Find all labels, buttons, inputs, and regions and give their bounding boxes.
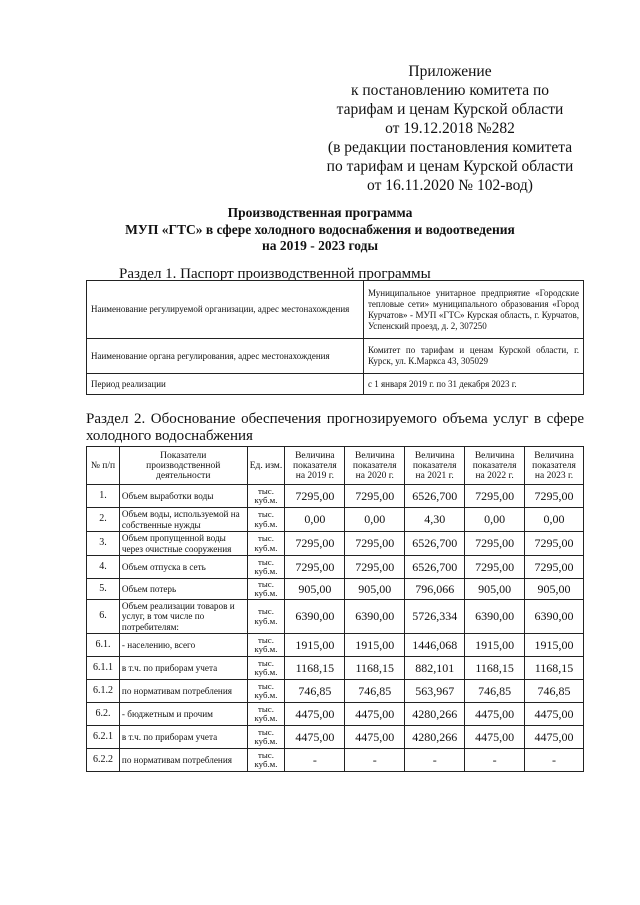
row-value: - [405,749,465,772]
row-value: 5726,334 [405,600,465,634]
row-value: 7295,00 [465,556,525,579]
row-value: 905,00 [525,579,584,600]
header-2020: Величина показателя на 2020 г. [345,447,405,485]
row-value: 746,85 [525,680,584,703]
row-number: 3. [87,532,120,556]
row-indicator: Объем выработки воды [119,485,247,508]
header-2021: Величина показателя на 2021 г. [405,447,465,485]
row-value: 905,00 [345,579,405,600]
row-indicator: - бюджетным и прочим [119,703,247,726]
forecast-table [86,446,584,772]
table-row [87,339,584,374]
row-unit: тыс. куб.м. [247,657,285,680]
passport-label: Наименование органа регулирования, адрес местонахождения [87,339,364,374]
table-row [87,634,584,657]
row-indicator: в т.ч. по приборам учета [119,726,247,749]
row-value: 1168,15 [345,657,405,680]
row-value: 1168,15 [285,657,345,680]
row-value: 746,85 [465,680,525,703]
row-value: 4280,266 [405,703,465,726]
row-value: 4475,00 [345,703,405,726]
row-indicator: Объем реализации товаров и услуг, в том числе по потребителям: [119,600,247,634]
row-number: 1. [87,485,120,508]
row-value: 4475,00 [285,703,345,726]
row-number: 6.2. [87,703,120,726]
row-value: 4,30 [405,508,465,532]
appendix-line: к постановлению комитета по [350,82,550,99]
row-value: 4475,00 [345,726,405,749]
passport-value: Комитет по тарифам и ценам Курской области, г. Курск, ул. К.Маркса 43, 305029 [364,339,584,374]
table-row [87,508,584,532]
row-value: 7295,00 [285,485,345,508]
appendix-line: тарифам и ценам Курской области [336,101,564,118]
row-unit: тыс. куб.м. [247,556,285,579]
table-row [87,556,584,579]
row-number: 6.1. [87,634,120,657]
row-number: 6.2.2 [87,749,120,772]
row-value: 7295,00 [525,556,584,579]
row-value: 1915,00 [285,634,345,657]
row-value: 1915,00 [525,634,584,657]
row-value: 7295,00 [465,485,525,508]
row-value: 1446,068 [405,634,465,657]
row-number: 6.1.2 [87,680,120,703]
appendix-line: по тарифам и ценам Курской области [326,158,574,175]
row-indicator: в т.ч. по приборам учета [119,657,247,680]
section2-heading: Раздел 2. Обоснование обеспечения прогнозируемого объема услуг в сфере холодного водоснабжения [86,411,584,444]
row-unit: тыс. куб.м. [247,634,285,657]
header-indicator: Показатели производственной деятельности [119,447,247,485]
appendix-header [300,62,600,195]
row-indicator: Объем отпуска в сеть [119,556,247,579]
appendix-line: (в редакции постановления комитета [327,139,573,156]
row-value: 6526,700 [405,532,465,556]
row-value: 4475,00 [465,703,525,726]
passport-label: Наименование регулируемой организации, адрес местонахождения [87,281,364,339]
row-number: 6.1.1 [87,657,120,680]
row-number: 6.2.1 [87,726,120,749]
row-value: 4280,266 [405,726,465,749]
row-value: 6390,00 [525,600,584,634]
row-unit: тыс. куб.м. [247,579,285,600]
passport-value: Муниципальное унитарное предприятие «Городские тепловые сети» муниципального образования «Город Курчатов» - МУП «ГТС» Курская область, г. Курчатов, Успенский проезд, д. 2, 307250 [364,281,584,339]
appendix-line: от 16.11.2020 № 102-вод) [367,177,533,194]
passport-value: с 1 января 2019 г. по 31 декабря 2023 г. [364,374,584,395]
row-value: 7295,00 [345,485,405,508]
table-row [87,680,584,703]
row-value: 0,00 [465,508,525,532]
row-unit: тыс. куб.м. [247,600,285,634]
appendix-line: Приложение [408,63,492,80]
row-value: 796,066 [405,579,465,600]
row-unit: тыс. куб.м. [247,532,285,556]
row-indicator: - населению, всего [119,634,247,657]
row-value: 0,00 [525,508,584,532]
title-line: МУП «ГТС» в сфере холодного водоснабжения и водоотведения [125,221,515,237]
row-value: - [285,749,345,772]
row-value: 905,00 [465,579,525,600]
row-value: 4475,00 [525,726,584,749]
row-value: 0,00 [285,508,345,532]
row-value: 1168,15 [525,657,584,680]
table-row [87,374,584,395]
row-value: - [525,749,584,772]
row-number: 5. [87,579,120,600]
row-value: 7295,00 [465,532,525,556]
title-line: Производственная программа [227,205,413,220]
row-value: 4475,00 [525,703,584,726]
row-indicator: Объем потерь [119,579,247,600]
section1-heading: Раздел 1. Паспорт производственной программы [119,266,431,282]
row-value: 7295,00 [345,532,405,556]
table-row [87,726,584,749]
appendix-line: от 19.12.2018 №282 [385,120,515,137]
row-value: 746,85 [345,680,405,703]
title-line: на 2019 - 2023 годы [261,238,379,253]
row-unit: тыс. куб.м. [247,485,285,508]
table-row [87,485,584,508]
header-unit: Ед. изм. [247,447,285,485]
row-indicator: по нормативам потребления [119,749,247,772]
row-value: 4475,00 [465,726,525,749]
header-2022: Величина показателя на 2022 г. [465,447,525,485]
table-row [87,281,584,339]
row-number: 4. [87,556,120,579]
row-value: 6390,00 [345,600,405,634]
row-unit: тыс. куб.м. [247,680,285,703]
row-value: 7295,00 [285,556,345,579]
row-value: 1168,15 [465,657,525,680]
row-value: 905,00 [285,579,345,600]
row-value: 6526,700 [405,556,465,579]
row-value: 6526,700 [405,485,465,508]
row-unit: тыс. куб.м. [247,726,285,749]
row-value: 6390,00 [285,600,345,634]
row-unit: тыс. куб.м. [247,508,285,532]
header-2023: Величина показателя на 2023 г. [525,447,584,485]
row-value: 882,101 [405,657,465,680]
row-value: 7295,00 [525,485,584,508]
row-value: 1915,00 [465,634,525,657]
row-value: 7295,00 [345,556,405,579]
table-row [87,532,584,556]
row-indicator: по нормативам потребления [119,680,247,703]
passport-label: Период реализации [87,374,364,395]
row-indicator: Объем воды, используемой на собственные нужды [119,508,247,532]
row-value: 7295,00 [525,532,584,556]
table-row [87,600,584,634]
table-row [87,749,584,772]
row-value: 746,85 [285,680,345,703]
row-value: 563,967 [405,680,465,703]
row-value: - [465,749,525,772]
row-value: - [345,749,405,772]
forecast-table-body [87,485,584,772]
header-num: № п/п [87,447,120,485]
row-value: 6390,00 [465,600,525,634]
row-value: 1915,00 [345,634,405,657]
row-number: 6. [87,600,120,634]
table-row [87,579,584,600]
header-2019: Величина показателя на 2019 г. [285,447,345,485]
passport-table [86,280,584,395]
row-number: 2. [87,508,120,532]
table-row [87,657,584,680]
row-value: 4475,00 [285,726,345,749]
row-unit: тыс. куб.м. [247,749,285,772]
row-indicator: Объем пропущенной воды через очистные сооружения [119,532,247,556]
row-value: 0,00 [345,508,405,532]
row-value: 7295,00 [285,532,345,556]
document-title [60,205,580,255]
table-row [87,703,584,726]
row-unit: тыс. куб.м. [247,703,285,726]
table-header-row [87,447,584,485]
